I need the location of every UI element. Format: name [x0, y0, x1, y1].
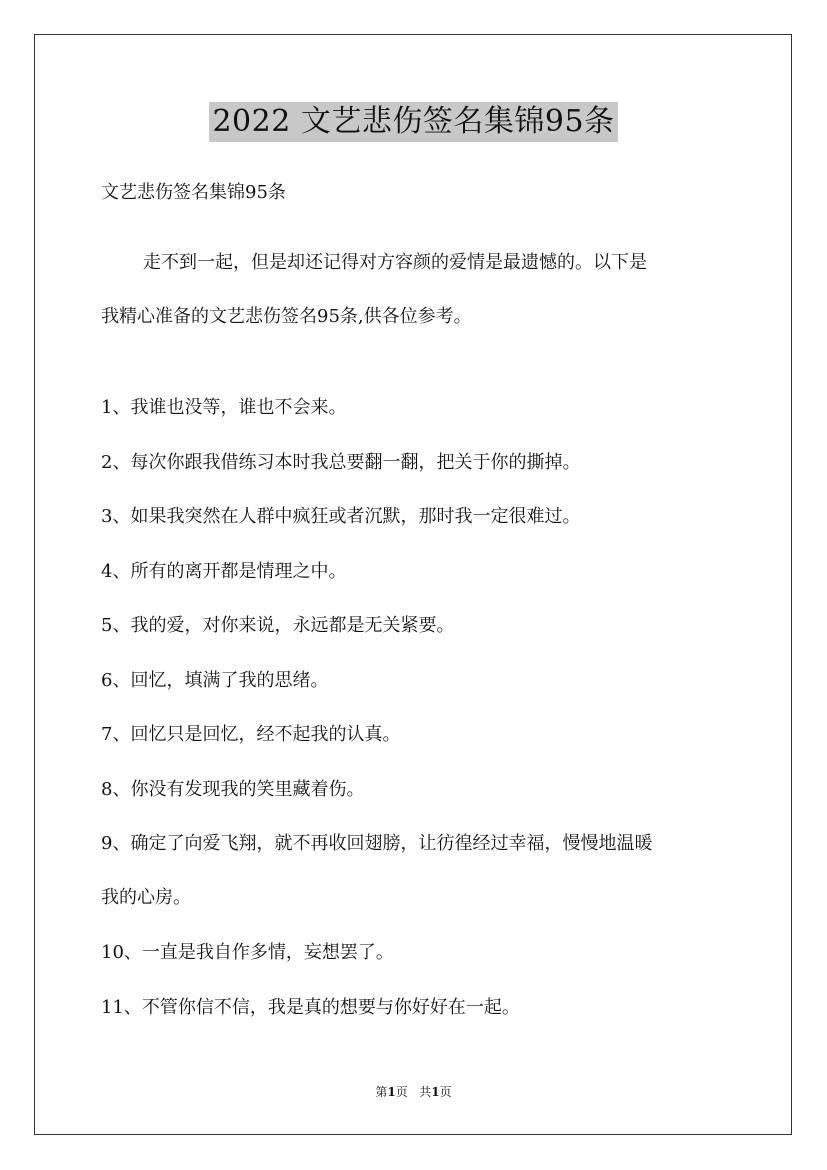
list-item	[101, 723, 729, 778]
list-item-text: 9、确定了向爱飞翔，就不再收回翅膀，让彷徨经过幸福，慢慢地温暖	[101, 833, 653, 854]
page-number-suffix: 页	[395, 1085, 408, 1099]
list-item-text: 8、你没有发现我的笑里藏着伤。	[101, 778, 365, 800]
page-total-suffix: 页	[439, 1085, 452, 1099]
list-item-text: 10、一直是我自作多情，妄想罢了。	[101, 942, 394, 963]
page-footer	[0, 1084, 827, 1100]
intro-line-2: 我精心准备的文艺悲伤签名95条,供各位参考。	[101, 306, 472, 327]
page-total-prefix: 共	[419, 1085, 432, 1099]
list-item	[101, 669, 729, 724]
list-item-text: 4、所有的离开都是情理之中。	[101, 560, 347, 582]
list-item	[101, 560, 729, 615]
list-item-text: 11、不管你信不信，我是真的想要与你好好在一起。	[101, 996, 520, 1018]
list-item	[101, 832, 729, 941]
intro-line-1: 走不到一起，但是却还记得对方容颜的爱情是最遗憾的。以下是	[143, 252, 647, 273]
list-item-text: 1、我谁也没等，谁也不会来。	[101, 397, 347, 418]
document-subtitle: 文艺悲伤签名集锦95条	[101, 182, 286, 203]
page-number-prefix: 第	[375, 1085, 388, 1099]
list-item	[101, 996, 729, 1051]
page-number-current: 1	[387, 1085, 396, 1099]
document-title: 2022 文艺悲伤签名集锦95条	[209, 102, 617, 142]
list-item	[101, 614, 729, 669]
list-item-text-continued: 我的心房。	[101, 887, 191, 908]
list-item-text: 2、每次你跟我借练习本时我总要翻一翻，把关于你的撕掉。	[101, 451, 581, 473]
list-item	[101, 941, 729, 996]
list-item-text: 5、我的爱，对你来说，永远都是无关紧要。	[101, 615, 455, 636]
list-item	[101, 451, 729, 506]
title-container	[0, 102, 827, 142]
list-item	[101, 505, 729, 560]
list-item-text: 3、如果我突然在人群中疯狂或者沉默，那时我一定很难过。	[101, 506, 581, 527]
page-total: 1	[431, 1085, 440, 1099]
list-item	[101, 396, 729, 451]
signature-list	[101, 396, 729, 1050]
list-item-text: 6、回忆，填满了我的思绪。	[101, 669, 329, 691]
intro-paragraph	[101, 236, 729, 344]
list-item	[101, 778, 729, 833]
list-item-text: 7、回忆只是回忆，经不起我的认真。	[101, 724, 401, 745]
